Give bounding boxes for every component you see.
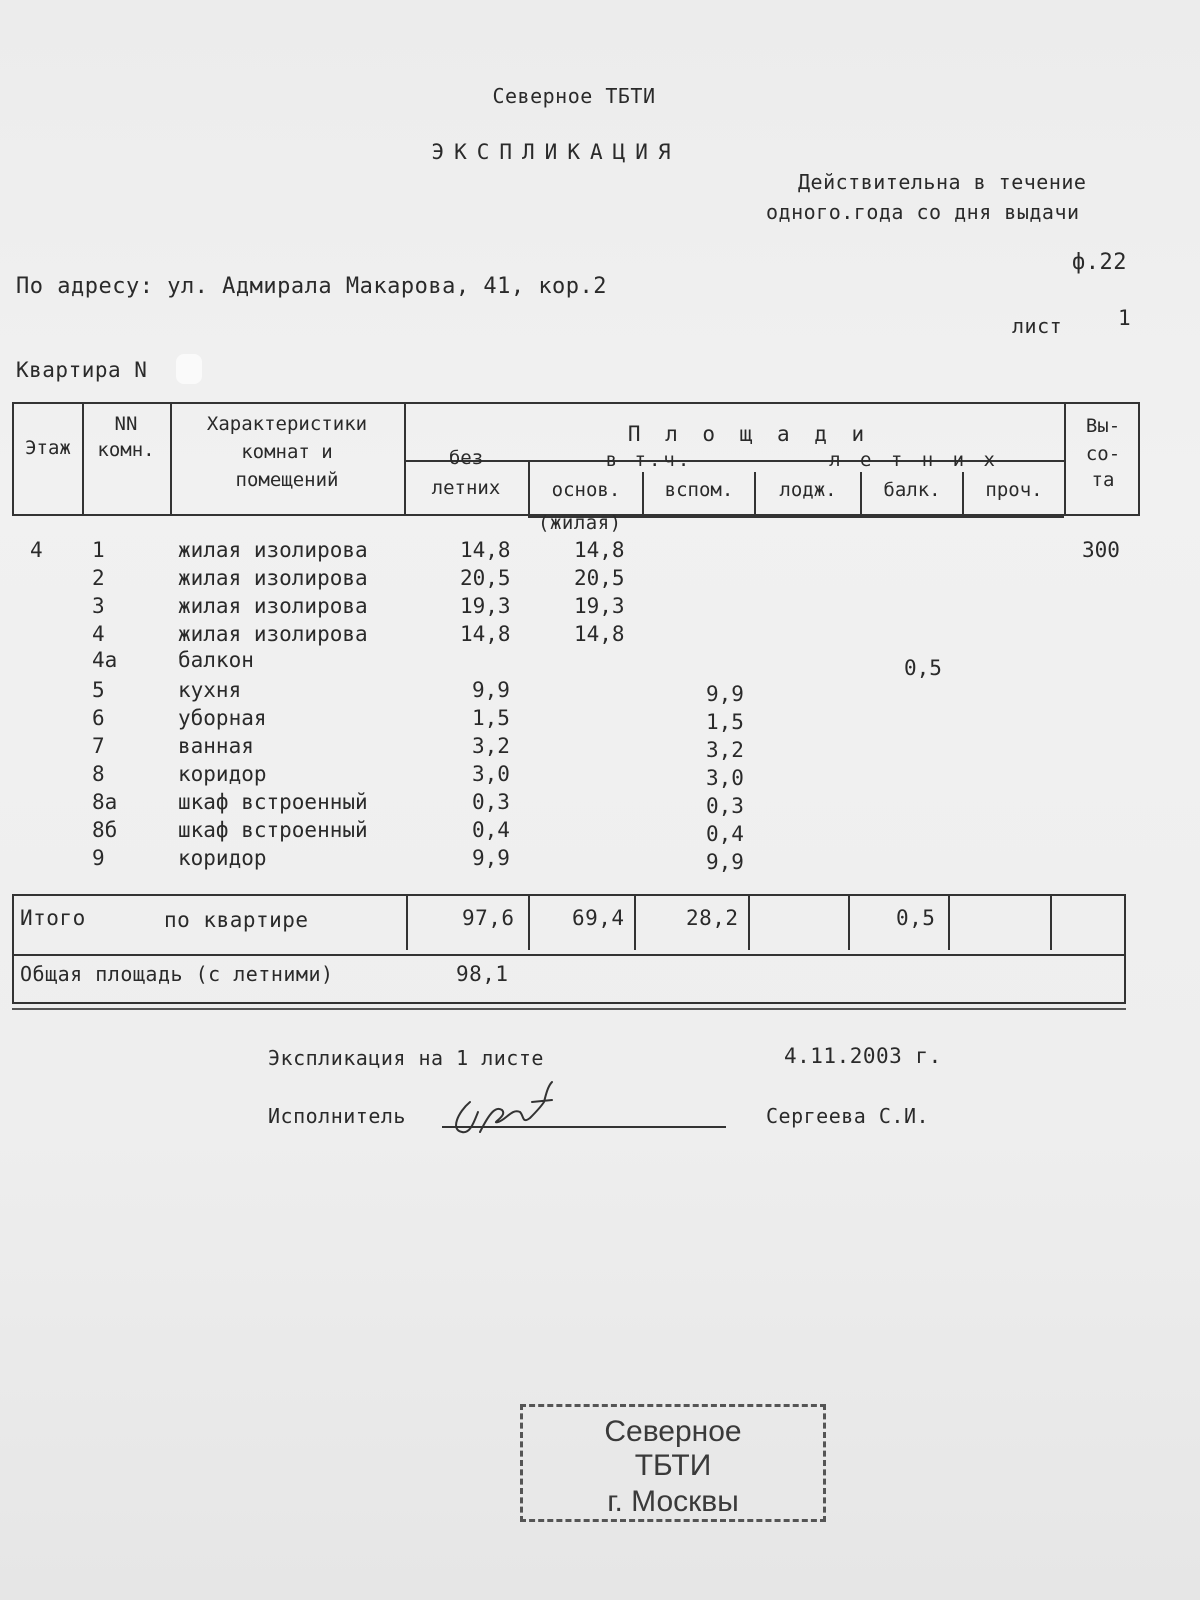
- cell-main: 14,8: [574, 538, 625, 562]
- cell-total: 14,8: [460, 538, 511, 562]
- stamp-line-2: ТБТИ: [634, 1449, 712, 1482]
- column-divider: [528, 896, 530, 950]
- overall-area-value: 98,1: [456, 962, 509, 986]
- cell-aux: 0,4: [706, 822, 744, 846]
- cell-no: 9: [92, 846, 105, 870]
- cell-aux: 9,9: [706, 682, 744, 706]
- cell-no: 6: [92, 706, 105, 730]
- cell-no: 8б: [92, 818, 118, 842]
- cell-total: 14,8: [460, 622, 511, 646]
- table-row: [0, 594, 1200, 622]
- stamp-line-3: г. Москвы: [607, 1485, 739, 1518]
- header-height-2: со-: [1085, 443, 1121, 465]
- cell-aux: 3,2: [706, 738, 744, 762]
- totals-total: 97,6: [462, 906, 515, 930]
- header-height-3: та: [1091, 469, 1115, 491]
- overall-area-label: Общая площадь (с летними): [20, 962, 334, 986]
- totals-divider: [14, 954, 1124, 956]
- cell-no: 4: [92, 622, 105, 646]
- column-divider: [848, 896, 850, 950]
- column-divider: [948, 896, 950, 950]
- column-divider: [1050, 896, 1052, 950]
- cell-name: шкаф встроенный: [178, 818, 368, 842]
- header-height-1: Вы-: [1085, 415, 1121, 437]
- cell-no: 2: [92, 566, 105, 590]
- cell-aux: 3,0: [706, 766, 744, 790]
- issue-date: 4.11.2003 г.: [784, 1044, 942, 1068]
- cell-no: 1: [92, 538, 105, 562]
- header-loggia: лодж.: [779, 479, 837, 501]
- table-row: [0, 846, 1200, 874]
- apartment-label: Квартира N: [16, 358, 148, 382]
- cell-total: 9,9: [472, 678, 510, 702]
- cell-name: шкаф встроенный: [178, 790, 368, 814]
- cell-total: 0,3: [472, 790, 510, 814]
- header-letnih: л е т н и х: [829, 449, 999, 471]
- totals-underline: [12, 1008, 1126, 1010]
- cell-no: 4а: [92, 648, 118, 672]
- cell-main: 20,5: [574, 566, 625, 590]
- column-divider: [406, 896, 408, 950]
- cell-name: уборная: [178, 706, 267, 730]
- cell-total: 3,2: [472, 734, 510, 758]
- validity-line-1: Действительна в течение: [798, 170, 1087, 194]
- header-rooms: комн.: [97, 439, 155, 461]
- executor-name: Сергеева С.И.: [766, 1104, 930, 1128]
- document-title: ЭКСПЛИКАЦИЯ: [431, 140, 681, 164]
- header-bez: без: [448, 447, 484, 469]
- header-balcony: балк.: [883, 479, 941, 501]
- cell-height: 300: [1082, 538, 1120, 562]
- executor-label: Исполнитель: [268, 1104, 406, 1128]
- stamp-line-1: Северное: [604, 1415, 742, 1448]
- signature: [440, 1072, 580, 1142]
- table-row: [0, 706, 1200, 734]
- cell-total: 20,5: [460, 566, 511, 590]
- validity-line-2: одного.года со дня выдачи: [766, 200, 1080, 224]
- cell-name: кухня: [178, 678, 242, 702]
- cell-aux: 1,5: [706, 710, 744, 734]
- cell-total: 1,5: [472, 706, 510, 730]
- cell-balcony: 0,5: [904, 656, 942, 680]
- table-row: [0, 538, 1200, 566]
- totals-balcony: 0,5: [896, 906, 936, 930]
- cell-no: 5: [92, 678, 105, 702]
- cell-name: жилая изолирова: [178, 538, 368, 562]
- table-row: [0, 762, 1200, 790]
- cell-main: 14,8: [574, 622, 625, 646]
- stamp: [520, 1404, 826, 1522]
- header-floor: Этаж: [25, 437, 71, 459]
- cell-name: ванная: [178, 734, 254, 758]
- cell-no: 7: [92, 734, 105, 758]
- header-other: проч.: [985, 479, 1043, 501]
- header-main: основ.: [551, 479, 621, 501]
- header-vtch: в т.ч.: [605, 449, 693, 471]
- cell-aux: 0,3: [706, 794, 744, 818]
- org-name: Северное ТБТИ: [492, 84, 656, 108]
- column-divider: [748, 896, 750, 950]
- cell-total: 19,3: [460, 594, 511, 618]
- cell-name: коридор: [178, 846, 267, 870]
- cell-no: 8: [92, 762, 105, 786]
- header-bez-letnih: летних: [431, 477, 501, 499]
- header-char-3: помещений: [235, 469, 339, 491]
- header-main-living: (жилая): [538, 512, 622, 534]
- cell-no: 8а: [92, 790, 118, 814]
- cell-total: 3,0: [472, 762, 510, 786]
- cell-name: коридор: [178, 762, 267, 786]
- cell-name: балкон: [178, 648, 254, 672]
- cell-no: 3: [92, 594, 105, 618]
- header-char-1: Характеристики: [206, 413, 368, 435]
- cell-aux: 9,9: [706, 850, 744, 874]
- table-row: [0, 818, 1200, 846]
- sheet-label: лист: [1012, 314, 1063, 338]
- totals-main: 69,4: [572, 906, 625, 930]
- address: По адресу: ул. Адмирала Макарова, 41, кор.2: [16, 274, 608, 299]
- redaction-mark: [176, 354, 202, 384]
- cell-total: 0,4: [472, 818, 510, 842]
- table-row: [0, 622, 1200, 650]
- cell-name: жилая изолирова: [178, 594, 368, 618]
- header-char-2: комнат и: [241, 441, 333, 463]
- table-header: [12, 402, 1140, 516]
- table-row: [0, 566, 1200, 594]
- table-row: [0, 678, 1200, 706]
- totals-aux: 28,2: [686, 906, 739, 930]
- sheets-count: Экспликация на 1 листе: [268, 1046, 544, 1070]
- totals-label-2: по квартире: [164, 908, 309, 932]
- column-divider: [634, 896, 636, 950]
- table-row: [0, 790, 1200, 818]
- header-areas: П л о щ а д и: [627, 422, 871, 446]
- cell-total: 9,9: [472, 846, 510, 870]
- cell-main: 19,3: [574, 594, 625, 618]
- header-nn: NN: [114, 413, 138, 435]
- header-aux: вспом.: [664, 479, 734, 501]
- form-number: ф.22: [1072, 250, 1127, 275]
- totals-label: Итого: [20, 906, 86, 930]
- table-row: [0, 734, 1200, 762]
- cell-name: жилая изолирова: [178, 566, 368, 590]
- cell-name: жилая изолирова: [178, 622, 368, 646]
- cell-floor: 4: [30, 538, 43, 562]
- sheet-number: 1: [1118, 306, 1132, 330]
- table-row: [0, 648, 1200, 680]
